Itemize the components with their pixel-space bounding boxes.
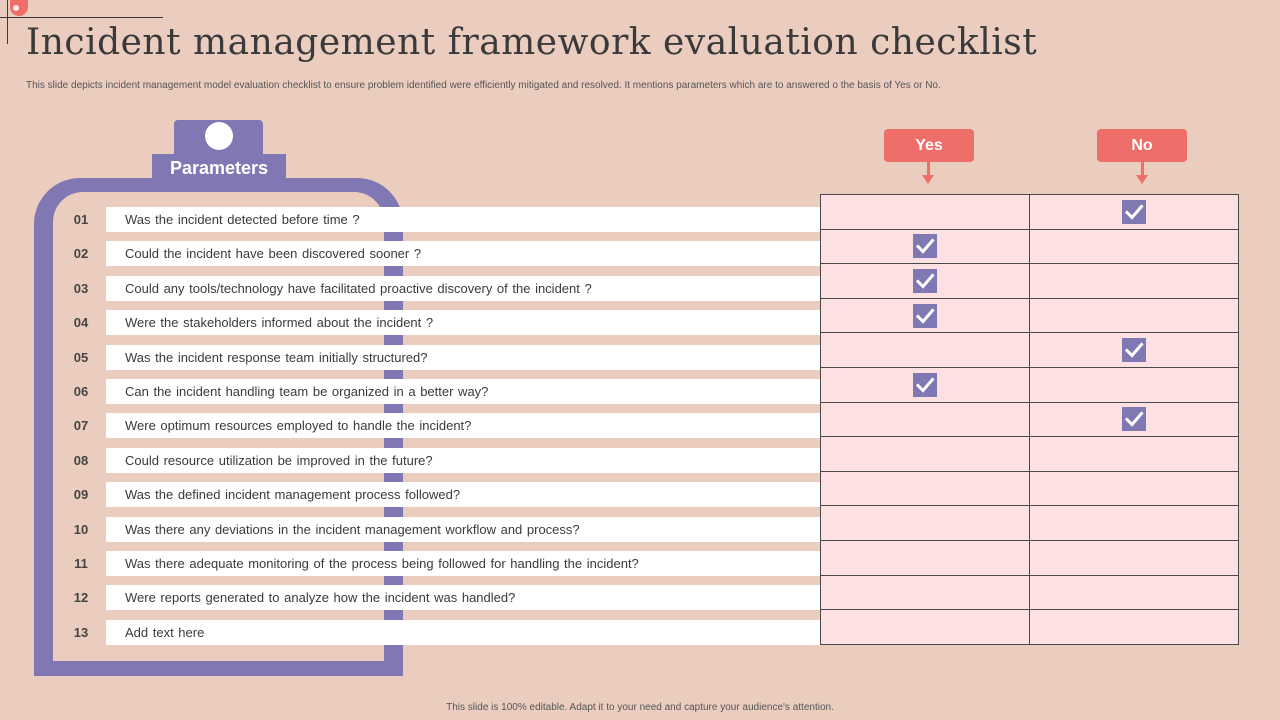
parameter-row: [60, 276, 820, 301]
parameter-row: [60, 241, 820, 266]
answer-row: [821, 333, 1239, 368]
row-number: 08: [73, 452, 89, 468]
yes-cell[interactable]: [821, 402, 1030, 437]
row-question: Can the incident handling team be organized in a better way?: [125, 384, 489, 399]
no-cell[interactable]: [1030, 437, 1239, 472]
parameter-row: [60, 551, 820, 576]
parameter-row: [60, 345, 820, 370]
yes-cell[interactable]: [821, 264, 1030, 299]
yes-cell[interactable]: [821, 298, 1030, 333]
row-question: Were the stakeholders informed about the incident ?: [125, 315, 434, 331]
checkbox-checked-icon: [1122, 338, 1146, 362]
parameter-row: [60, 448, 820, 473]
row-question: Was the incident detected before time ?: [125, 212, 360, 227]
answer-row: [821, 195, 1239, 230]
parameter-row: [60, 207, 820, 232]
checkbox-checked-icon: [913, 304, 937, 328]
parameter-row: [60, 620, 820, 645]
circle-icon: [205, 122, 233, 150]
row-question: Were reports generated to analyze how the incident was handled?: [125, 590, 516, 606]
row-number: 11: [74, 556, 88, 571]
yes-cell[interactable]: [821, 195, 1030, 230]
parameter-row: [60, 517, 820, 542]
yes-column-header: Yes: [884, 129, 974, 162]
parameter-row: [60, 310, 820, 335]
no-cell[interactable]: [1030, 264, 1239, 299]
footer-note: This slide is 100% editable. Adapt it to your need and capture your audience's attention.: [446, 702, 834, 713]
answer-row: [821, 367, 1239, 402]
no-cell[interactable]: [1030, 471, 1239, 506]
answer-grid: [820, 194, 1239, 645]
no-cell[interactable]: [1030, 506, 1239, 541]
checkbox-checked-icon: [1122, 407, 1146, 431]
row-number: 10: [73, 521, 89, 537]
row-number: 12: [73, 590, 89, 606]
answer-row: [821, 402, 1239, 437]
yes-cell[interactable]: [821, 471, 1030, 506]
corner-line: [0, 17, 163, 18]
checkbox-checked-icon: [1122, 200, 1146, 224]
answer-row: [821, 471, 1239, 506]
yes-cell[interactable]: [821, 437, 1030, 472]
no-cell[interactable]: [1030, 402, 1239, 437]
checkbox-checked-icon: [913, 234, 937, 258]
no-column-header: No: [1097, 129, 1187, 162]
yes-cell[interactable]: [821, 229, 1030, 264]
row-number: 04: [73, 315, 89, 331]
row-question: Add text here: [125, 624, 205, 640]
arrow-down-icon: [922, 175, 934, 184]
yes-arrow: [927, 162, 930, 176]
yes-cell[interactable]: [821, 610, 1030, 645]
row-bar: [106, 620, 820, 645]
row-question: Was the incident response team initially structured?: [125, 349, 428, 365]
no-cell[interactable]: [1030, 298, 1239, 333]
answer-row: [821, 264, 1239, 299]
answer-row: [821, 506, 1239, 541]
no-cell[interactable]: [1030, 195, 1239, 230]
no-cell[interactable]: [1030, 575, 1239, 610]
no-cell[interactable]: [1030, 333, 1239, 368]
row-question: Was the defined incident management process followed?: [125, 487, 461, 503]
row-number: 02: [73, 246, 89, 262]
answer-row: [821, 575, 1239, 610]
row-number: 01: [73, 212, 89, 227]
no-arrow: [1141, 162, 1144, 176]
answer-row: [821, 540, 1239, 575]
yes-cell[interactable]: [821, 506, 1030, 541]
row-number: 03: [73, 280, 89, 296]
no-cell[interactable]: [1030, 229, 1239, 264]
answer-row: [821, 610, 1239, 645]
no-cell[interactable]: [1030, 367, 1239, 402]
corner-line: [7, 0, 8, 44]
answer-row: [821, 298, 1239, 333]
answer-row: [821, 229, 1239, 264]
row-question: Was there any deviations in the incident management workflow and process?: [125, 521, 580, 537]
yes-cell[interactable]: [821, 575, 1030, 610]
yes-cell[interactable]: [821, 367, 1030, 402]
yes-cell[interactable]: [821, 540, 1030, 575]
no-cell[interactable]: [1030, 540, 1239, 575]
parameter-row: [60, 482, 820, 507]
row-question: Were optimum resources employed to handle the incident?: [125, 418, 472, 434]
no-cell[interactable]: [1030, 610, 1239, 645]
parameters-label: Parameters: [152, 154, 286, 182]
checkbox-checked-icon: [913, 373, 937, 397]
page-subtitle: This slide depicts incident management model evaluation checklist to ensure problem identified were efficiently mitigated and resolved. It mentions parameters which are to answered o the basis of Yes or No.: [26, 80, 941, 91]
row-question: Was there adequate monitoring of the process being followed for handling the incident?: [125, 556, 639, 571]
row-question: Could any tools/technology have facilitated proactive discovery of the incident ?: [125, 280, 592, 296]
page-title: Incident management framework evaluation checklist: [26, 22, 1038, 63]
row-number: 09: [73, 487, 89, 503]
corner-logo-icon: [10, 0, 28, 16]
row-number: 13: [73, 624, 89, 640]
row-number: 07: [73, 418, 89, 434]
arrow-down-icon: [1136, 175, 1148, 184]
row-number: 05: [73, 349, 89, 365]
row-question: Could the incident have been discovered sooner ?: [125, 246, 422, 262]
parameter-row: [60, 379, 820, 404]
parameter-row: [60, 413, 820, 438]
checkbox-checked-icon: [913, 269, 937, 293]
answer-row: [821, 437, 1239, 472]
yes-cell[interactable]: [821, 333, 1030, 368]
row-number: 06: [73, 384, 89, 399]
row-question: Could resource utilization be improved in the future?: [125, 452, 433, 468]
parameter-row: [60, 585, 820, 610]
